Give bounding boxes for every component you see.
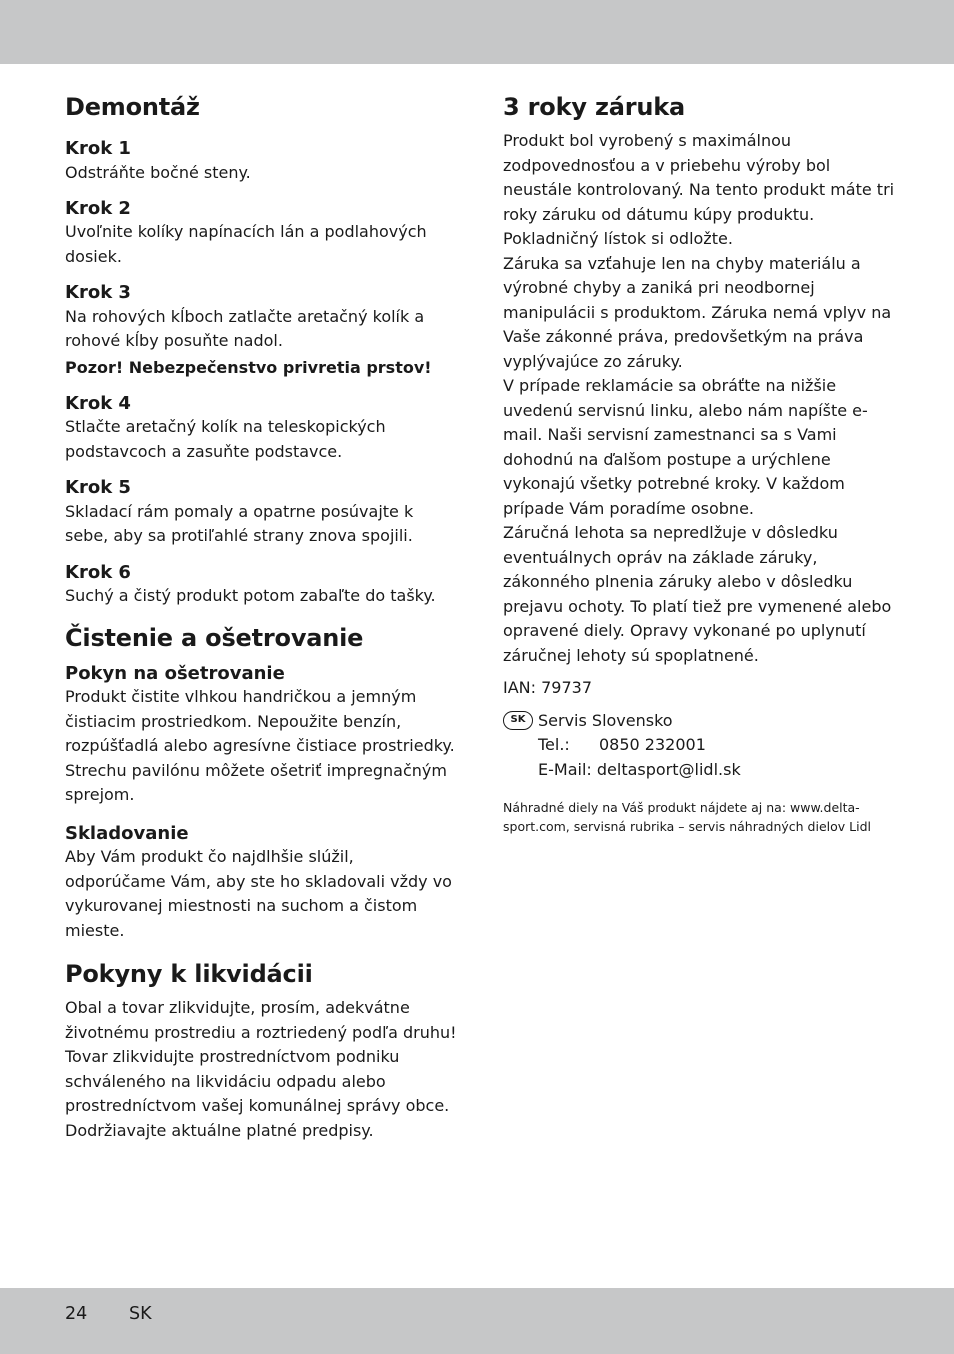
step-1	[65, 137, 457, 185]
disposal-text: Obal a tovar zlikvidujte, prosím, adekvátne životnému prostrediu a roztriedený podľa druhu! Tovar zlikvidujte prostredníctvom podniku schváleného na likvidáciu odpadu alebo prostredníctvom vašej komunálnej správy obce. Dodržiavajte aktuálne platné predpisy.	[65, 998, 457, 1140]
step-text: Odstráňte bočné steny.	[65, 162, 251, 182]
tel-value: 0850 232001	[599, 735, 706, 755]
warranty-paragraph: Záručná lehota sa nepredlžuje v dôsledku eventuálnych opráv na základe záruky, zákonného plnenia záruky alebo v dôsledku prejavu ochoty. To platí tiež pre vymenené alebo opravené diely. Opravy vykonané po uplynutí záručnej lehoty sú spoplatnené.	[503, 523, 892, 665]
step-6	[65, 561, 457, 609]
care-title: Pokyn na ošetrovanie	[65, 662, 285, 684]
ian-line	[503, 676, 895, 701]
warranty-title: 3 roky záruka	[503, 93, 685, 121]
service-row	[503, 709, 895, 734]
step-text: Suchý a čistý produkt potom zabaľte do tašky.	[65, 586, 436, 606]
step-5	[65, 476, 457, 548]
step-3	[65, 281, 457, 379]
step-title: Krok 6	[65, 561, 131, 583]
sk-country-badge: SK	[503, 711, 533, 730]
storage-title: Skladovanie	[65, 822, 189, 844]
tel-row	[503, 733, 895, 758]
warning-text: Pozor! Nebezpečenstvo privretia prstov!	[65, 357, 432, 377]
step-2	[65, 197, 457, 269]
likvidacia-title: Pokyny k likvidácii	[65, 960, 313, 988]
right-column	[503, 92, 895, 836]
step-text: Na rohových kĺboch zatlačte aretačný kolík a rohové kĺby posuňte nadol.	[65, 306, 425, 351]
email-row	[503, 758, 895, 783]
service-block	[503, 709, 895, 783]
storage-section	[65, 822, 457, 943]
care-text: Produkt čistite vlhkou handričkou a jemným čistiacim prostriedkom. Nepoužite benzín, rozpúšťadlá alebo agresívne čistiace prostriedky. Strechu pavilónu môžete ošetriť impregnačným sprejom.	[65, 687, 455, 805]
step-title: Krok 3	[65, 282, 131, 304]
step-title: Krok 5	[65, 477, 131, 499]
step-title: Krok 1	[65, 138, 131, 160]
care-section	[65, 662, 457, 808]
step-text: Skladací rám pomaly a opatrne posúvajte k sebe, aby sa protiľahlé strany znova spojili.	[65, 501, 414, 546]
demontaz-title: Demontáž	[65, 93, 200, 121]
email-value: deltasport@lidl.sk	[596, 759, 741, 779]
warranty-paragraph: Produkt bol vyrobený s maximálnou zodpovednosťou a v priebehu výroby bol neustále kontrolovaný. Na tento produkt máte tri roky záruku od dátumu kúpy produktu. Pokladničný lístok si odložte.	[503, 131, 895, 249]
page-number: 24	[65, 1304, 88, 1324]
step-text: Uvoľnite kolíky napínacích lán a podlahových dosiek.	[65, 222, 427, 266]
tel-label: Tel.:	[538, 735, 570, 755]
warranty-paragraph: V prípade reklamácie sa obráťte na nižšie uvedenú servisnú linku, alebo nám napíšte e-mail. Naši servisní zamestnanci sa s Vami dohodnú na ďalšom postupe a urýchlene vykonajú všetky potrebné kroky. V každom prípade Vám poradíme osobne.	[503, 376, 868, 518]
ian-value: 79737	[541, 678, 593, 698]
step-title: Krok 2	[65, 198, 131, 220]
spare-parts-note: Náhradné diely na Váš produkt nájdete aj na: www.delta-sport.com, servisná rubrika – servis náhradných dielov Lidl	[503, 800, 871, 835]
ian-label: IAN:	[503, 678, 537, 698]
service-name: Servis Slovensko	[538, 710, 673, 730]
step-4	[65, 392, 457, 464]
step-text: Stlačte aretačný kolík na teleskopických podstavcoch a zasuňte podstavce.	[65, 417, 386, 461]
storage-text: Aby Vám produkt čo najdlhšie slúžil, odporúčame Vám, aby ste ho skladovali vždy vo vykurovanej miestnosti na suchom a čistom mieste.	[65, 847, 452, 940]
email-label: E-Mail:	[538, 759, 592, 779]
cistenie-title: Čistenie a ošetrovanie	[65, 623, 364, 652]
step-title: Krok 4	[65, 392, 131, 414]
header-band	[0, 0, 954, 64]
left-column	[65, 92, 457, 1143]
warranty-paragraph: Záruka sa vzťahuje len na chyby materiálu a výrobné chyby a zaniká pri neodbornej manipulácii s produktom. Záruka nemá vplyv na Vaše zákonné práva, predovšetkým na práva vyplývajúce zo záruky.	[503, 253, 892, 371]
language-code: SK	[129, 1304, 152, 1324]
